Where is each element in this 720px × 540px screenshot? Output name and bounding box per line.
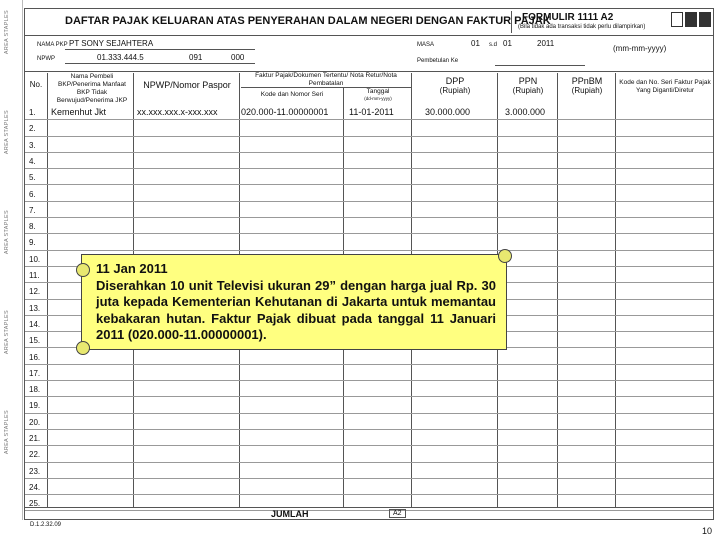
npwp-part3: 000 bbox=[231, 53, 245, 62]
col-nama: Nama Pembeli BKP/Penerima Manfaat BKP Tidak Berwujud/Penerima JKP bbox=[56, 73, 128, 104]
col-faktur: Faktur Pajak/Dokumen Tertentu/ Nota Retur/Nota Pembatalan bbox=[255, 72, 397, 87]
row-number: 21. bbox=[29, 434, 41, 443]
row-number: 15. bbox=[29, 336, 41, 346]
row-number: 25. bbox=[29, 499, 41, 509]
note-text bbox=[96, 261, 496, 344]
note-curl-icon bbox=[76, 341, 90, 355]
row-number: 8. bbox=[29, 222, 36, 232]
col-dpp-unit: (Rupiah) bbox=[439, 86, 471, 95]
form-number-box bbox=[511, 11, 667, 33]
row-number: 5. bbox=[29, 173, 36, 183]
table-row bbox=[25, 349, 713, 365]
row-number: 14. bbox=[29, 319, 41, 329]
row-number: 19. bbox=[29, 401, 41, 411]
row-number: 18. bbox=[29, 385, 41, 395]
sticky-note bbox=[81, 254, 507, 350]
row-number: 6. bbox=[29, 189, 36, 199]
row-number: 24. bbox=[29, 482, 41, 492]
table-row bbox=[25, 234, 713, 250]
table-row bbox=[25, 186, 713, 202]
col-kode-ganti: Kode dan No. Seri Faktur Pajak Yang Diganti/Diretur bbox=[619, 79, 711, 94]
table-row bbox=[25, 397, 713, 413]
footer-code: D.1.2.32.09 bbox=[30, 522, 62, 528]
nama-value: PT SONY SEJAHTERA bbox=[69, 39, 154, 48]
masa-format: (mm-mm-yyyy) bbox=[613, 44, 667, 53]
col-dpp: DPP bbox=[445, 76, 465, 86]
masa-label: MASA bbox=[417, 42, 435, 48]
staple-label: AREA STAPLES bbox=[4, 310, 10, 355]
table-row bbox=[25, 169, 713, 185]
table-row bbox=[25, 479, 713, 495]
jumlah-code: A2 bbox=[389, 509, 406, 518]
row-number: 2. bbox=[29, 124, 36, 134]
note-curl-icon bbox=[498, 249, 512, 263]
col-npwp: NPWP/Nomor Paspor bbox=[143, 80, 231, 90]
masa-to: 01 bbox=[503, 39, 512, 48]
staple-strip bbox=[0, 0, 23, 520]
row-number: 7. bbox=[29, 205, 36, 215]
masa-year: 2011 bbox=[537, 39, 555, 48]
checkbox-icon bbox=[671, 12, 683, 27]
col-kode: Kode dan Nomor Seri bbox=[260, 91, 324, 98]
staple-label: AREA STAPLES bbox=[4, 210, 10, 255]
masa-sd: s.d bbox=[489, 42, 498, 48]
row-number: 9. bbox=[29, 238, 36, 248]
row-number: 17. bbox=[29, 368, 41, 378]
col-tanggal-format: (dd-mm-yyyy) bbox=[364, 96, 392, 101]
row-number: 11. bbox=[29, 271, 40, 280]
row-number: 10. bbox=[29, 254, 41, 264]
table-row bbox=[25, 104, 713, 120]
npwp-label: NPWP bbox=[37, 56, 55, 62]
note-curl-icon bbox=[76, 263, 90, 277]
npwp-underline bbox=[65, 63, 255, 64]
staple-label: AREA STAPLES bbox=[4, 110, 10, 155]
form-header bbox=[25, 9, 713, 36]
pembetulan-underline bbox=[495, 65, 585, 66]
row-kode: 020.000-11.00000001 bbox=[241, 107, 329, 117]
col-ppnbm-unit: (Rupiah) bbox=[571, 86, 603, 95]
row-number: 22. bbox=[29, 450, 41, 460]
row-number: 4. bbox=[29, 156, 36, 166]
row-number: 12. bbox=[29, 287, 41, 297]
table-row bbox=[25, 137, 713, 153]
filled-box-icon bbox=[699, 12, 711, 27]
table-row bbox=[25, 365, 713, 381]
faktur-subline bbox=[241, 87, 411, 88]
row-dpp: 30.000.000 bbox=[425, 107, 471, 117]
table-row bbox=[25, 381, 713, 397]
npwp-part1: 01.333.444.5 bbox=[97, 53, 144, 62]
jumlah-label: JUMLAH bbox=[271, 509, 309, 519]
form-note: (Bila tidak ada transaksi tidak perlu dilampirkan) bbox=[518, 24, 646, 30]
row-number: 20. bbox=[29, 417, 41, 427]
staple-label: AREA STAPLES bbox=[4, 10, 10, 55]
form-title: DAFTAR PAJAK KELUARAN ATAS PENYERAHAN DALAM NEGERI DENGAN FAKTUR PAJAK bbox=[65, 15, 551, 27]
row-nama: Kemenhut Jkt bbox=[51, 107, 107, 117]
row-tanggal: 11-01-2011 bbox=[349, 107, 394, 117]
row-number: 3. bbox=[29, 140, 36, 150]
row-ppn: 3.000.000 bbox=[505, 107, 546, 117]
row-number: 1. bbox=[29, 108, 36, 117]
note-body: Diserahkan 10 unit Televisi ukuran 29” dengan harga jual Rp. 30 juta kepada Kementerian Kehutanan di Jakarta untuk memantau kebakaran hutan. Faktur Pajak dibuat pada tanggal 11 Januari 2011 (020.000-11.00000001). bbox=[96, 277, 496, 343]
col-ppn: PPN bbox=[518, 76, 538, 86]
row-number: 13. bbox=[29, 303, 41, 313]
table-row bbox=[25, 463, 713, 479]
row-npwp: xx.xxx.xxx.x-xxx.xxx bbox=[137, 107, 218, 117]
table-row bbox=[25, 153, 713, 169]
row-number: 16. bbox=[29, 352, 41, 362]
npwp-part2: 091 bbox=[189, 53, 203, 62]
table-row bbox=[25, 120, 713, 136]
table-row bbox=[25, 202, 713, 218]
summary-row bbox=[25, 507, 713, 522]
col-tanggal: Tanggal bbox=[366, 88, 390, 95]
table-row bbox=[25, 446, 713, 462]
masa-from: 01 bbox=[471, 39, 480, 48]
table-row bbox=[25, 218, 713, 234]
row-number: 23. bbox=[29, 466, 41, 476]
col-ppnbm: PPnBM bbox=[571, 76, 603, 86]
page-number: 10 bbox=[701, 526, 712, 536]
form-number: FORMULIR 1111 A2 bbox=[522, 12, 614, 23]
col-ppn-unit: (Rupiah) bbox=[512, 86, 544, 95]
staple-label: AREA STAPLES bbox=[4, 410, 10, 455]
pembetulan-label: Pembetulan Ke bbox=[417, 58, 459, 64]
filled-box-icon bbox=[685, 12, 697, 27]
note-date: 11 Jan 2011 bbox=[96, 261, 168, 276]
col-no: No. bbox=[29, 80, 43, 89]
nama-label: NAMA PKP bbox=[37, 42, 68, 48]
nama-underline bbox=[65, 49, 255, 50]
table-row bbox=[25, 414, 713, 430]
table-row bbox=[25, 430, 713, 446]
